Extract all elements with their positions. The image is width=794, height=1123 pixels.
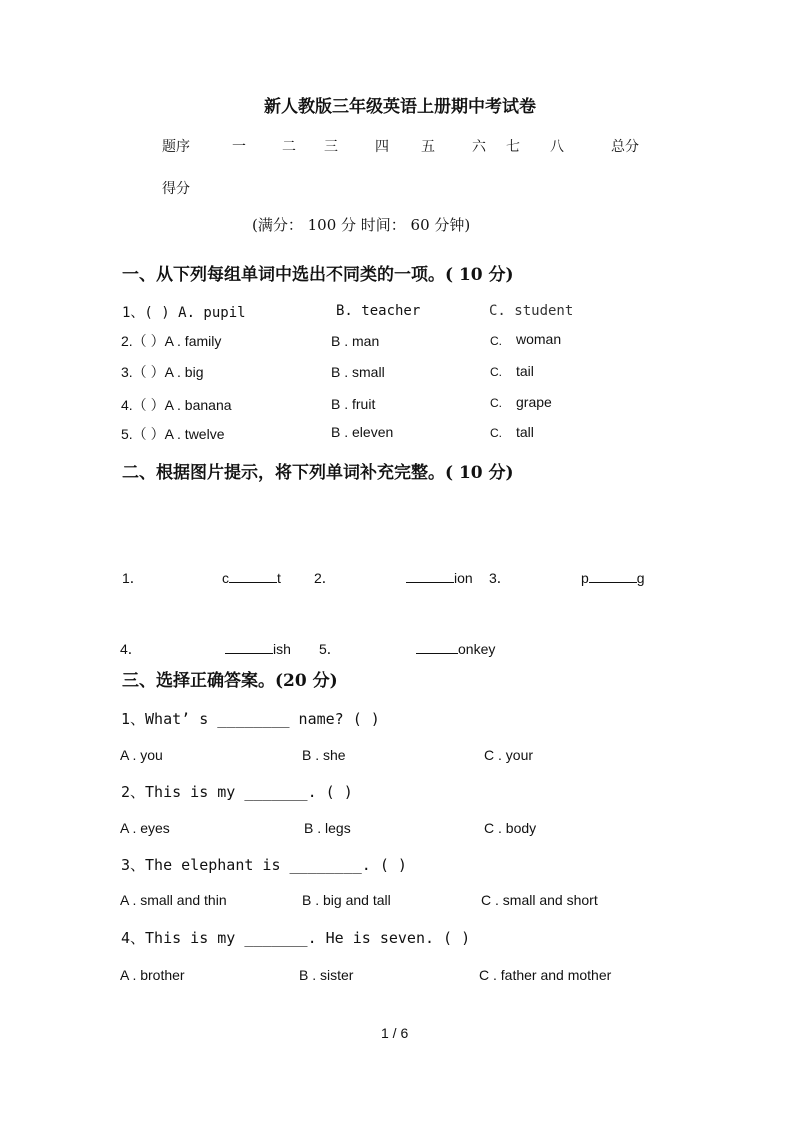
option-a: A . you: [120, 747, 163, 763]
score-header-cell: 一: [232, 139, 246, 155]
fill-item-word: ish: [225, 639, 291, 657]
section1-item-stem: 4.（ ）A . banana: [121, 397, 232, 413]
score-header-cell: 题序: [162, 139, 190, 155]
exam-title: 新人教版三年级英语上册期中考试卷: [264, 97, 536, 117]
fill-item-number: 4．: [120, 641, 142, 657]
page-number: 1 / 6: [381, 1025, 409, 1041]
section1-option-b: B . eleven: [331, 424, 394, 440]
fill-blank[interactable]: [589, 568, 637, 583]
question-stem: 3、The elephant is ________. ( ): [121, 856, 407, 874]
section1-heading: 一、从下列每组单词中选出不同类的一项。( 10 分): [122, 265, 514, 285]
section1-option-c-word: woman: [516, 331, 562, 347]
fill-item-number: 1．: [122, 570, 144, 586]
option-c: C . your: [484, 747, 534, 763]
score-header-cell: 八: [550, 139, 564, 155]
section1-option-c-word: tall: [516, 424, 534, 440]
fill-blank[interactable]: [406, 568, 454, 583]
section1-option-c-label: C.: [490, 396, 502, 410]
section1-option-c-word: tail: [516, 363, 534, 379]
section1-option-b: B. teacher: [336, 303, 421, 319]
section1-item-stem: 2.（ ）A . family: [121, 333, 222, 349]
fill-blank[interactable]: [229, 568, 277, 583]
fill-item-word: ion: [406, 568, 473, 586]
option-b: B . she: [302, 747, 346, 763]
section1-option-c-label: C.: [490, 365, 502, 379]
fill-item-word: p g: [581, 570, 645, 586]
section1-option-b: B . small: [331, 364, 385, 380]
section1-item-stem: 3.（ ）A . big: [121, 364, 204, 380]
score-row-label: 得分: [162, 181, 190, 197]
score-header-cell: 五: [421, 139, 435, 155]
score-header-cell: 三: [324, 139, 338, 155]
fill-item-number: 3．: [489, 570, 511, 586]
exam-info: (满分： 100 分 时间： 60 分钟): [252, 216, 471, 234]
score-header-cell: 七: [506, 139, 520, 155]
fill-blank[interactable]: [416, 639, 458, 654]
question-stem: 2、This is my _______. ( ): [121, 783, 353, 801]
section1-option-c-word: grape: [516, 394, 552, 410]
section1-option-b: B . man: [331, 333, 380, 349]
option-a: A . brother: [120, 967, 185, 983]
score-header-cell: 六: [472, 139, 486, 155]
score-header-cell: 二: [282, 139, 296, 155]
section1-item-stem: 5.（ ）A . twelve: [121, 426, 225, 442]
option-a: A . eyes: [120, 820, 170, 836]
option-b: B . sister: [299, 967, 354, 983]
section1-option-c-label: C.: [490, 426, 502, 440]
section1-item-stem: 1、( ) A. pupil: [122, 305, 246, 321]
option-a: A . small and thin: [120, 892, 227, 908]
score-header-cell: 总分: [611, 139, 639, 155]
section1-option-b: B . fruit: [331, 396, 376, 412]
section1-option-c: C. student: [489, 303, 574, 319]
option-c: C . body: [484, 820, 537, 836]
option-b: B . legs: [304, 820, 351, 836]
option-b: B . big and tall: [302, 892, 391, 908]
fill-item-number: 5．: [319, 641, 341, 657]
question-stem: 4、This is my _______. He is seven. ( ): [121, 929, 471, 947]
question-stem: 1、What’ s ________ name? ( ): [121, 710, 380, 728]
fill-blank[interactable]: [225, 639, 273, 654]
section2-heading: 二、根据图片提示，将下列单词补充完整。( 10 分): [122, 463, 514, 483]
option-c: C . small and short: [481, 892, 598, 908]
fill-item-word: c t: [222, 570, 281, 586]
fill-item-number: 2．: [314, 570, 336, 586]
section1-option-c-label: C.: [490, 334, 502, 348]
score-header-cell: 四: [375, 139, 389, 155]
section3-heading: 三、选择正确答案。(20 分): [122, 671, 338, 691]
option-c: C . father and mother: [479, 967, 612, 983]
fill-item-word: onkey: [416, 639, 495, 657]
